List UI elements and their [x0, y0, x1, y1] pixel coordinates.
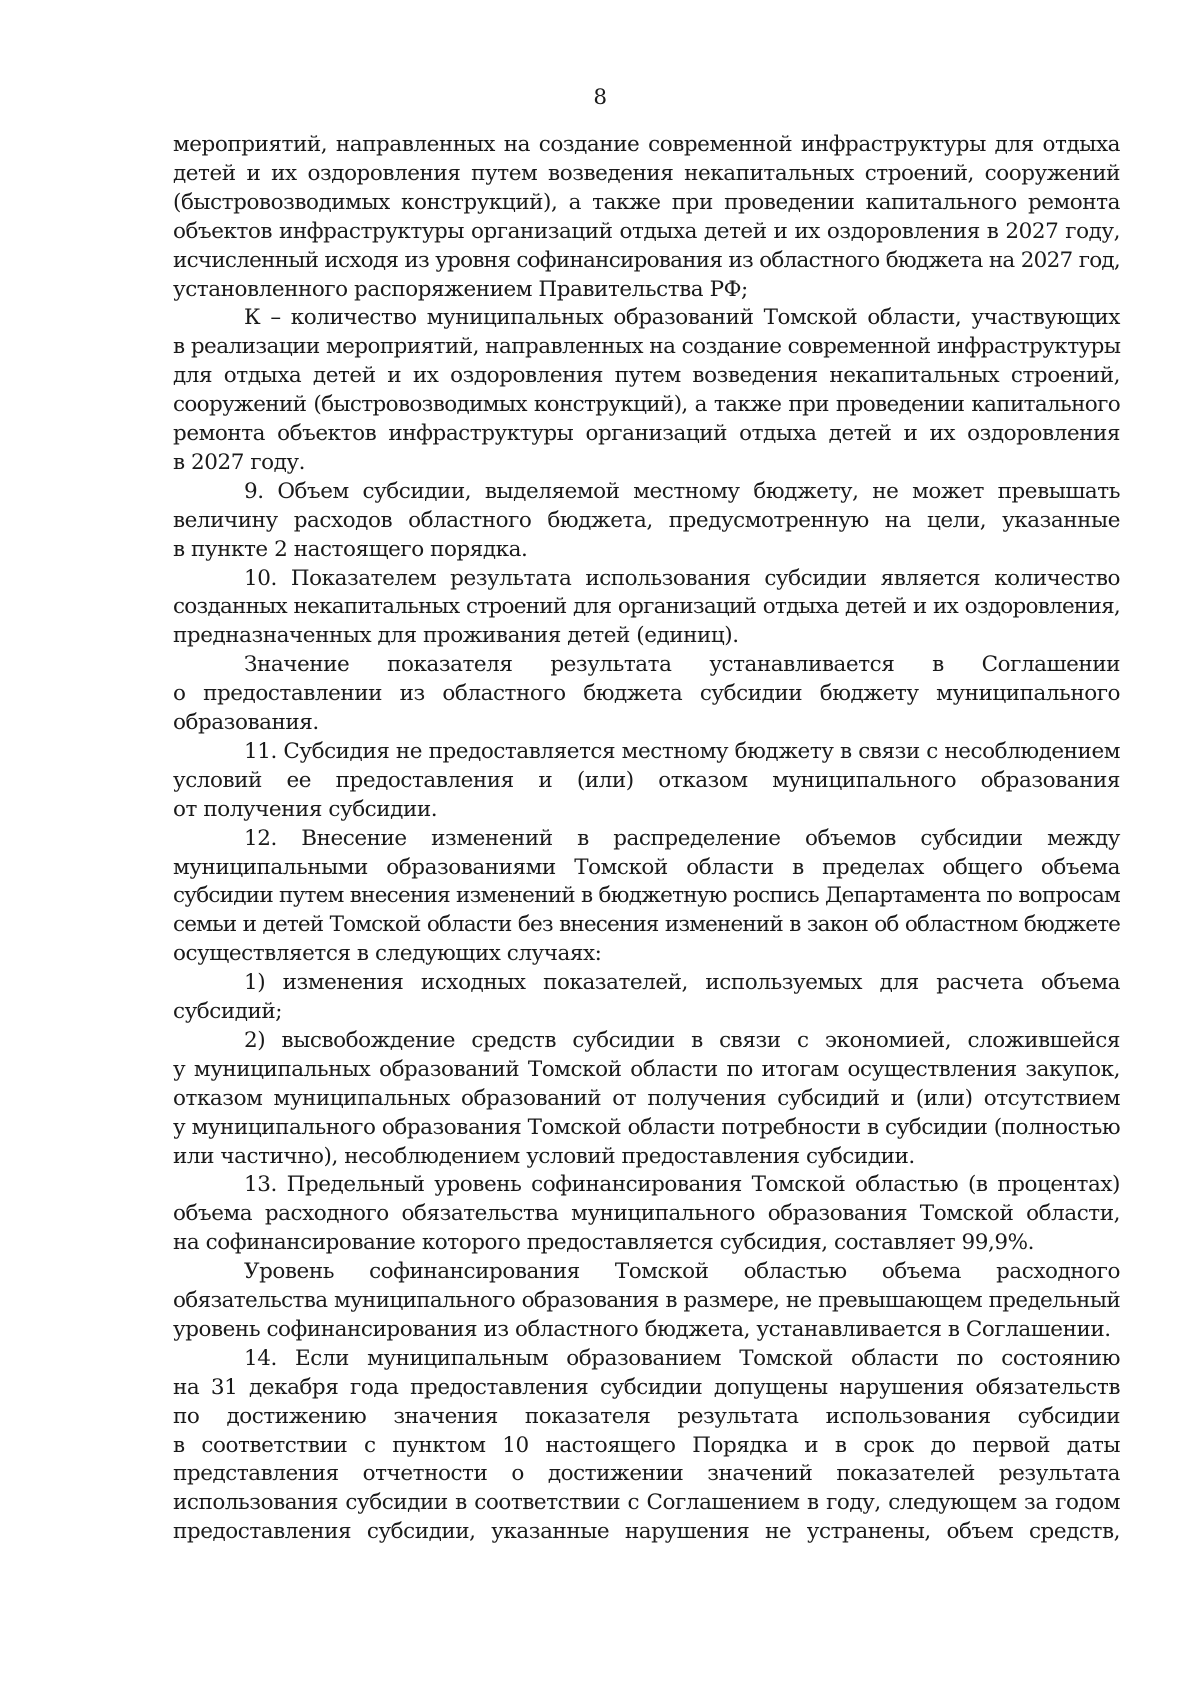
text-line: в 2027 году. [173, 449, 306, 475]
text-line: осуществляется в следующих случаях: [173, 941, 602, 967]
text-line: сооружений (быстровозводимых конструкций), а также при проведении капитального [173, 392, 1120, 418]
text-line: или частично), несоблюдением условий предоставления субсидии. [173, 1143, 915, 1169]
text-line: отказом муниципальных образований от получения субсидий и (или) отсутствием [173, 1085, 1120, 1111]
text-line: 10. Показателем результата использования субсидии является количество [244, 565, 1120, 591]
text-line: мероприятий, направленных на создание современной инфраструктуры для отдыха [173, 132, 1120, 157]
text-line: объема расходного обязательства муниципального образования Томской области, [173, 1201, 1120, 1227]
text-line: К – количество муниципальных образований Томской области, участвующих [244, 305, 1120, 331]
text-line: Уровень софинансирования Томской областью объема расходного [244, 1259, 1120, 1285]
text-line: установленного распоряжением Правительства РФ; [173, 276, 748, 302]
text-line: о предоставлении из областного бюджета субсидии бюджету муниципального [173, 681, 1120, 707]
text-line: уровень софинансирования из областного бюджета, устанавливается в Соглашении. [173, 1316, 1111, 1342]
text-line: субсидий; [173, 999, 283, 1024]
text-line: по достижению значения показателя результата использования субсидии [173, 1403, 1120, 1429]
text-line: у муниципальных образований Томской области по итогам осуществления закупок, [173, 1056, 1120, 1082]
text-line: условий ее предоставления и (или) отказом муниципального образования [173, 767, 1120, 793]
text-line: объектов инфраструктуры организаций отдыха детей и их оздоровления в 2027 году, [173, 218, 1120, 244]
text-line: образования. [173, 710, 319, 735]
text-line: обязательства муниципального образования в размере, не превышающем предельный [173, 1288, 1120, 1313]
text-line: 9. Объем субсидии, выделяемой местному бюджету, не может превышать [244, 478, 1120, 504]
text-line: на софинансирование которого предоставляется субсидия, составляет 99,9%. [173, 1230, 1034, 1256]
text-line: в реализации мероприятий, направленных на создание современной инфраструктуры [173, 334, 1121, 360]
text-line: (быстровозводимых конструкций), а также при проведении капитального ремонта [173, 189, 1120, 215]
text-line: исчисленный исходя из уровня софинансирования из областного бюджета на 2027 год, [173, 247, 1120, 273]
text-line: Значение показателя результата устанавливается в Соглашении [244, 652, 1120, 678]
text-line: в соответствии с пунктом 10 настоящего Порядка и в срок до первой даты [173, 1432, 1120, 1458]
text-line: на 31 декабря года предоставления субсидии допущены нарушения обязательств [173, 1374, 1120, 1400]
text-line: предоставления субсидии, указанные нарушения не устранены, объем средств, [173, 1519, 1120, 1545]
text-line: созданных некапитальных строений для организаций отдыха детей и их оздоровления, [173, 594, 1120, 620]
text-line: 13. Предельный уровень софинансирования Томской областью (в процентах) [244, 1172, 1120, 1198]
text-line: использования субсидии в соответствии с Соглашением в году, следующем за годом [173, 1490, 1120, 1516]
text-line: субсидии путем внесения изменений в бюджетную роспись Департамента по вопросам [173, 883, 1120, 909]
text-line: величину расходов областного бюджета, предусмотренную на цели, указанные [173, 507, 1120, 533]
text-line: от получения субсидии. [173, 796, 438, 822]
text-line: 11. Субсидия не предоставляется местному бюджету в связи с несоблюдением [244, 738, 1120, 764]
text-line: муниципальными образованиями Томской области в пределах общего объема [173, 854, 1120, 880]
text-line: 12. Внесение изменений в распределение объемов субсидии между [244, 825, 1120, 851]
text-line: 14. Если муниципальным образованием Томской области по состоянию [244, 1345, 1120, 1371]
text-line: в пункте 2 настоящего порядка. [173, 536, 528, 562]
text-line: представления отчетности о достижении значений показателей результата [173, 1461, 1120, 1487]
text-line: 1) изменения исходных показателей, используемых для расчета объема [244, 970, 1120, 996]
text-line: 2) высвобождение средств субсидии в связи с экономией, сложившейся [244, 1027, 1120, 1053]
text-line: для отдыха детей и их оздоровления путем возведения некапитальных строений, [173, 363, 1120, 389]
text-line: детей и их оздоровления путем возведения некапитальных строений, сооружений [173, 160, 1120, 186]
text-line: ремонта объектов инфраструктуры организаций отдыха детей и их оздоровления [173, 421, 1120, 446]
text-line: предназначенных для проживания детей (единиц). [173, 623, 739, 649]
page-number: 8 [593, 85, 607, 110]
text-line: у муниципального образования Томской области потребности в субсидии (полностью [173, 1114, 1121, 1140]
text-line: семьи и детей Томской области без внесения изменений в закон об областном бюджете [173, 912, 1120, 938]
